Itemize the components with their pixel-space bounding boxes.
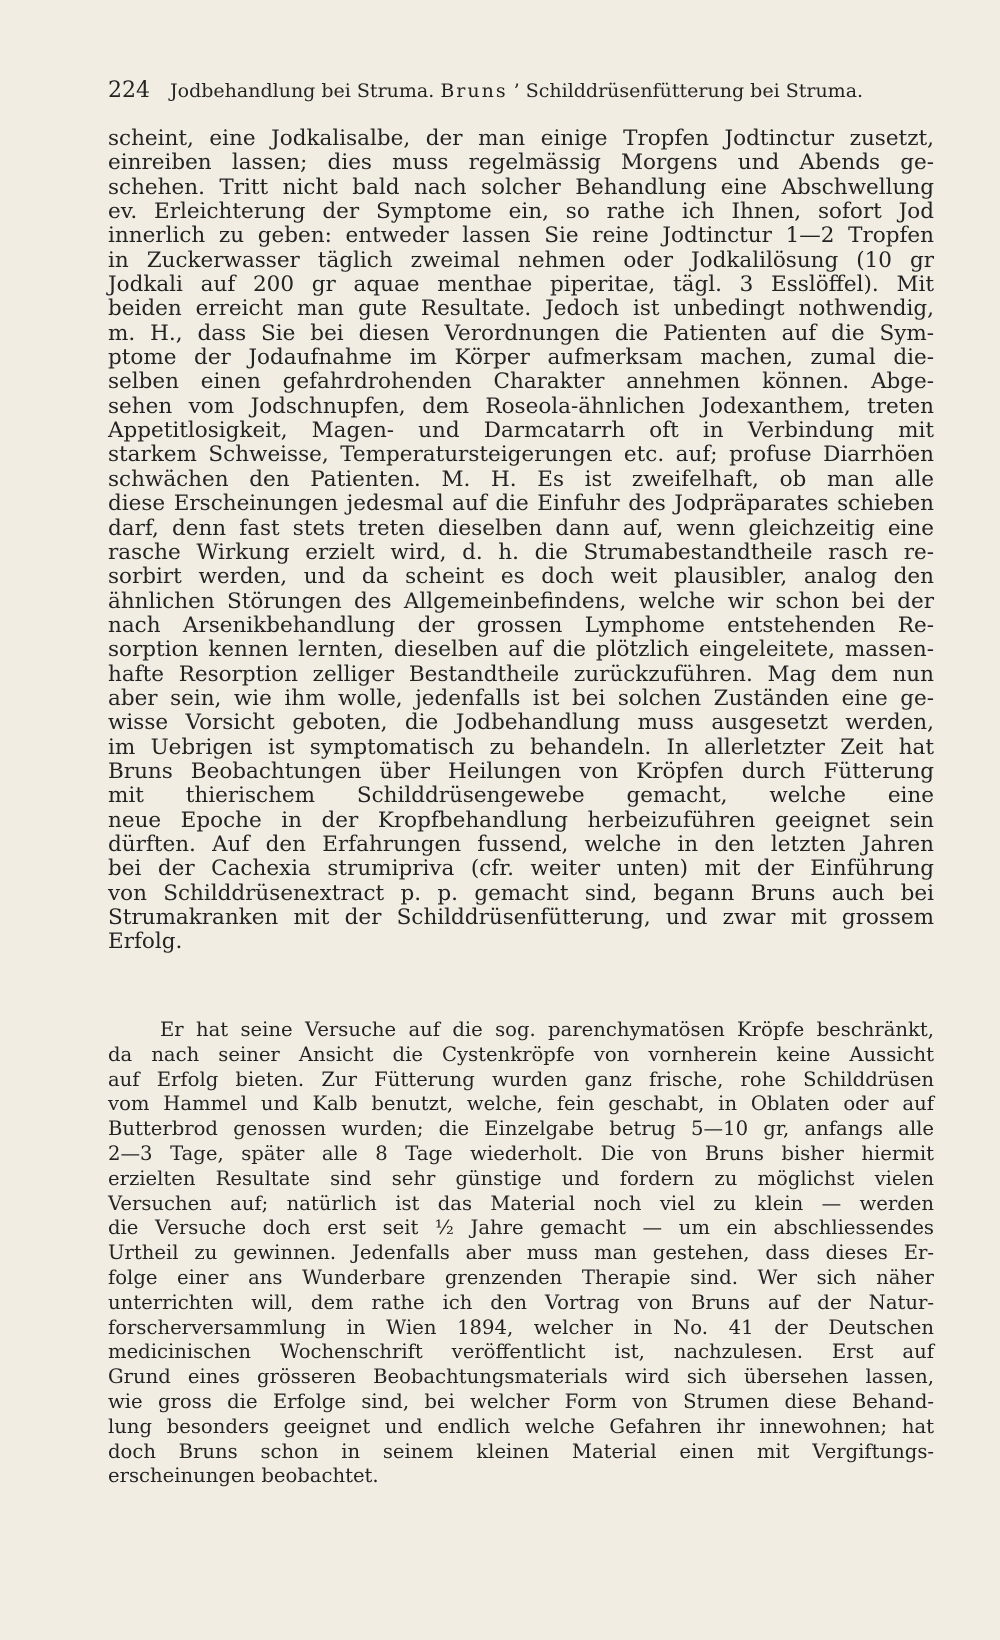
header-title-part2: ’ Schilddrüsenfütterung bei Struma. (513, 80, 864, 102)
small-text-line: Er hat seine Versuche auf die sog. parenchymatösen Kröpfe beschränkt, (160, 1018, 934, 1041)
text-line: beiden erreicht man gute Resultate. Jedoch ist unbedingt nothwendig, (108, 296, 934, 322)
text-line: darf, denn fast stets treten dieselben dann auf, wenn gleichzeitig eine (108, 515, 934, 541)
small-text-line: da nach seiner Ansicht die Cystenkröpfe von vornherein keine Aussicht (108, 1042, 934, 1066)
text-line: sehen vom Jodschnupfen, dem Roseola-ähnlichen Jodexanthem, treten (108, 393, 934, 419)
text-line: von Schilddrüsenextract p. p. gemacht sind, begann Bruns auch bei (108, 880, 934, 906)
text-line: Jodkali auf 200 gr aquae menthae piperitae, tägl. 3 Esslöffel). Mit (108, 272, 934, 298)
small-text-line: unterrichten will, dem rathe ich den Vortrag von Bruns auf der Natur- (108, 1290, 934, 1314)
small-text-line: erscheinungen beobachtet. (108, 1464, 379, 1488)
text-line: einreiben lassen; dies muss regelmässig Morgens und Abends ge- (108, 150, 934, 176)
small-text-line: erzielten Resultate sind sehr günstige und fordern zu möglichst vielen (108, 1166, 934, 1190)
text-line: Appetitlosigkeit, Magen- und Darmcatarrh oft in Verbindung mit (108, 418, 934, 444)
text-line: m. H., dass Sie bei diesen Verordnungen die Patienten auf die Sym- (108, 320, 934, 346)
text-line: wisse Vorsicht geboten, die Jodbehandlung muss ausgesetzt werden, (108, 710, 934, 736)
text-line: ev. Erleichterung der Symptome ein, so rathe ich Ihnen, sofort Jod (108, 199, 934, 225)
small-text-line: 2—3 Tage, später alle 8 Tage wiederholt. Die von Bruns bisher hiermit (108, 1141, 934, 1165)
small-text-line: auf Erfolg bieten. Zur Fütterung wurden ganz frische, rohe Schilddrüsen (108, 1067, 934, 1091)
small-text-line: vom Hammel und Kalb benutzt, welche, fein geschabt, in Oblaten oder auf (108, 1092, 934, 1116)
text-line: rasche Wirkung erzielt wird, d. h. die Strumabestandtheile rasch re- (108, 539, 934, 565)
small-text-line: folge einer ans Wunderbare grenzenden Therapie sind. Wer sich näher (108, 1265, 934, 1289)
small-text-line: Urtheil zu gewinnen. Jedenfalls aber muss man gestehen, dass dieses Er- (108, 1241, 934, 1265)
text-line: nach Arsenikbehandlung der grossen Lymphome entstehenden Re- (108, 612, 934, 638)
text-line: ptome der Jodaufnahme im Körper aufmerksam machen, zumal die- (108, 345, 934, 371)
text-line: scheint, eine Jodkalisalbe, der man einige Tropfen Jodtinctur zusetzt, (108, 126, 934, 151)
small-text-line: medicinischen Wochenschrift veröffentlicht ist, nachzulesen. Erst auf (108, 1340, 934, 1364)
header-title-part1: Jodbehandlung bei Struma. (170, 80, 435, 102)
text-line: sorption kennen lernten, dieselben auf die plötzlich eingeleitete, massen- (108, 637, 934, 663)
text-line: ähnlichen Störungen des Allgemeinbefindens, welche wir schon bei der (108, 588, 934, 614)
text-line: neue Epoche in der Kropfbehandlung herbeizuführen geeignet sein (108, 807, 934, 833)
text-line: starkem Schweisse, Temperatursteigerungen etc. auf; profuse Diarrhöen (108, 442, 934, 468)
small-text-line: Butterbrod genossen wurden; die Einzelgabe betrug 5—10 gr, anfangs alle (108, 1117, 934, 1141)
text-line: selben einen gefahrdrohenden Charakter annehmen können. Abge- (108, 369, 934, 395)
header-author: Bruns (440, 80, 508, 102)
text-line: schehen. Tritt nicht bald nach solcher Behandlung eine Abschwellung (108, 174, 934, 200)
text-line: Strumakranken mit der Schilddrüsenfütterung, und zwar mit grossem (108, 905, 934, 930)
text-line: dürften. Auf den Erfahrungen fussend, welche in den letzten Jahren (108, 831, 934, 857)
text-line: aber sein, wie ihm wolle, jedenfalls ist bei solchen Zuständen eine ge- (108, 685, 934, 711)
small-text-line: Versuchen auf; natürlich ist das Material noch viel zu klein — werden (108, 1191, 934, 1215)
text-line: mit thierischem Schilddrüsengewebe gemacht, welche eine (108, 783, 934, 809)
text-line: bei der Cachexia strumipriva (cfr. weiter unten) mit der Einführung (108, 856, 934, 882)
small-text-line: die Versuche doch erst seit ½ Jahre gemacht — um ein abschliessendes (108, 1216, 934, 1240)
main-paragraph (108, 127, 934, 955)
text-line: diese Erscheinungen jedesmal auf die Einfuhr des Jodpräparates schieben (108, 491, 934, 517)
running-header (108, 72, 888, 110)
page-number: 224 (108, 78, 150, 103)
text-line: hafte Resorption zelliger Bestandtheile zurückzuführen. Mag dem nun (108, 661, 934, 687)
small-text-line: wie gross die Erfolge sind, bei welcher Form von Strumen diese Behand- (108, 1389, 934, 1413)
small-text-line: Grund eines grösseren Beobachtungsmaterials wird sich übersehen lassen, (108, 1365, 934, 1389)
text-line: schwächen den Patienten. M. H. Es ist zweifelhaft, ob man alle (108, 466, 934, 492)
text-line: im Uebrigen ist symptomatisch zu behandeln. In allerletzter Zeit hat (108, 734, 934, 760)
text-line: sorbirt werden, und da scheint es doch weit plausibler, analog den (108, 564, 934, 590)
small-text-line: forscherversammlung in Wien 1894, welcher in No. 41 der Deutschen (108, 1315, 934, 1339)
text-line: in Zuckerwasser täglich zweimal nehmen oder Jodkalilösung (10 gr (108, 247, 934, 273)
small-text-line: doch Bruns schon in seinem kleinen Material einen mit Vergiftungs- (108, 1439, 934, 1463)
text-line: Erfolg. (108, 929, 183, 955)
text-line: innerlich zu geben: entweder lassen Sie reine Jodtinctur 1—2 Tropfen (108, 223, 934, 249)
small-print-paragraph (108, 1018, 934, 1489)
text-line: Bruns Beobachtungen über Heilungen von Kröpfen durch Fütterung (108, 758, 934, 784)
small-text-line: lung besonders geeignet und endlich welche Gefahren ihr innewohnen; hat (108, 1414, 934, 1438)
